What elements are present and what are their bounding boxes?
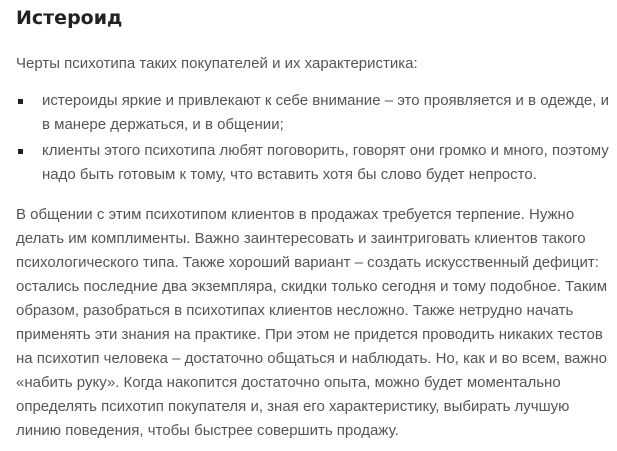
traits-list — [16, 89, 614, 187]
square-bullet-icon — [18, 149, 23, 154]
list-item — [16, 139, 614, 187]
list-item-text: истероиды яркие и привлекают к себе внимание – это проявляется и в одежде, и в манере держаться, и в общении; — [42, 92, 609, 133]
list-item — [16, 89, 614, 137]
section-heading: Истероид — [16, 7, 123, 29]
intro-text: Черты психотипа таких покупателей и их характеристика: — [16, 55, 418, 72]
list-item-text: клиенты этого психотипа любят поговорить, говорят они громко и много, поэтому надо быть готовым к тому, что вставить хотя бы слово будет непросто. — [42, 142, 609, 183]
article — [16, 0, 614, 443]
body-paragraph: В общении с этим психотипом клиентов в продажах требуется терпение. Нужно делать им комплименты. Важно заинтересовать и заинтриговать клиентов такого психологического типа. Также хороший вариант – создать искусственный дефицит: остались последние два экземпляра, скидки только сегодня и тому подобное. Таким образом, разобраться в психотипах клиентов несложно. Также нетрудно начать применять эти знания на практике. При этом не придется проводить никаких тестов на психотип человека – достаточно общаться и наблюдать. Но, как и во всем, важно «набить руку». Когда накопится достаточно опыта, можно будет моментально определять психотип покупателя и, зная его характеристику, выбирать лучшую линию поведения, чтобы быстрее совершить продажу. — [16, 206, 608, 439]
square-bullet-icon — [18, 99, 23, 104]
